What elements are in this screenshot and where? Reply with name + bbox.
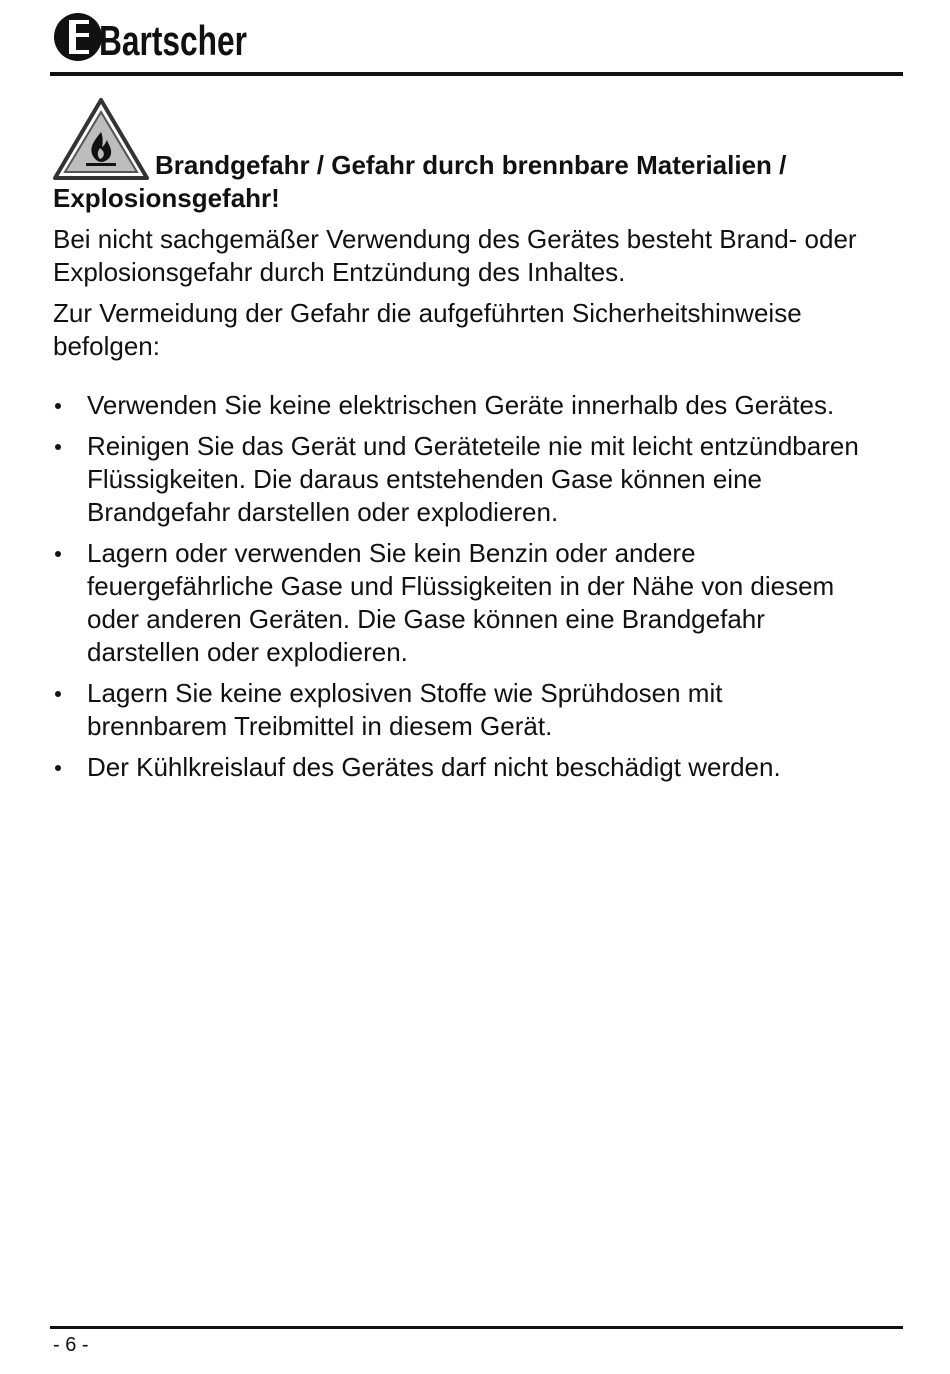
brand-name: Bartscher bbox=[99, 17, 247, 64]
list-item bbox=[53, 751, 903, 784]
list-item-text: Verwenden Sie keine elektrischen Geräte innerhalb des Gerätes. bbox=[87, 390, 835, 420]
safety-instructions-list bbox=[53, 389, 903, 784]
bullet-icon bbox=[55, 551, 61, 557]
brand-logo bbox=[52, 4, 252, 68]
bartscher-logo-icon bbox=[52, 4, 252, 68]
bullet-icon bbox=[55, 444, 61, 450]
page-number: - 6 - bbox=[53, 1334, 89, 1356]
list-item bbox=[53, 537, 903, 669]
list-item-text: Der Kühlkreislauf des Gerätes darf nicht beschädigt werden. bbox=[87, 752, 781, 782]
bullet-icon bbox=[55, 765, 61, 771]
list-item-text: Lagern Sie keine explosiven Stoffe wie Sprühdosen mit brennbarem Treibmittel in diesem Gerät. bbox=[87, 678, 723, 741]
list-item bbox=[53, 389, 903, 422]
list-item bbox=[53, 677, 903, 743]
warning-paragraph: Zur Vermeidung der Gefahr die aufgeführten Sicherheitshinweise befolgen: bbox=[53, 298, 802, 361]
warning-paragraph: Bei nicht sachgemäßer Verwendung des Gerätes besteht Brand- oder Explosionsgefahr durch Entzündung des Inhaltes. bbox=[53, 224, 857, 287]
flammable-warning-icon bbox=[53, 98, 149, 182]
bullet-icon bbox=[55, 403, 61, 409]
list-item-text: Lagern oder verwenden Sie kein Benzin oder andere feuergefährliche Gase und Flüssigkeiten in der Nähe von diesem oder anderen Geräten. Die Gase können eine Brandgefahr darstellen oder explodieren. bbox=[87, 538, 835, 667]
warning-heading bbox=[53, 98, 903, 215]
footer-divider bbox=[50, 1326, 903, 1329]
list-item bbox=[53, 430, 903, 529]
list-item-text: Reinigen Sie das Gerät und Geräteteile nie mit leicht entzündbaren Flüssigkeiten. Die daraus entstehenden Gase können eine Brandgefahr darstellen oder explodieren. bbox=[87, 431, 859, 527]
header-divider bbox=[50, 72, 903, 76]
warning-section bbox=[53, 98, 903, 792]
bullet-icon bbox=[55, 691, 61, 697]
warning-title: Brandgefahr / Gefahr durch brennbare Materialien / Explosionsgefahr! bbox=[53, 150, 787, 213]
